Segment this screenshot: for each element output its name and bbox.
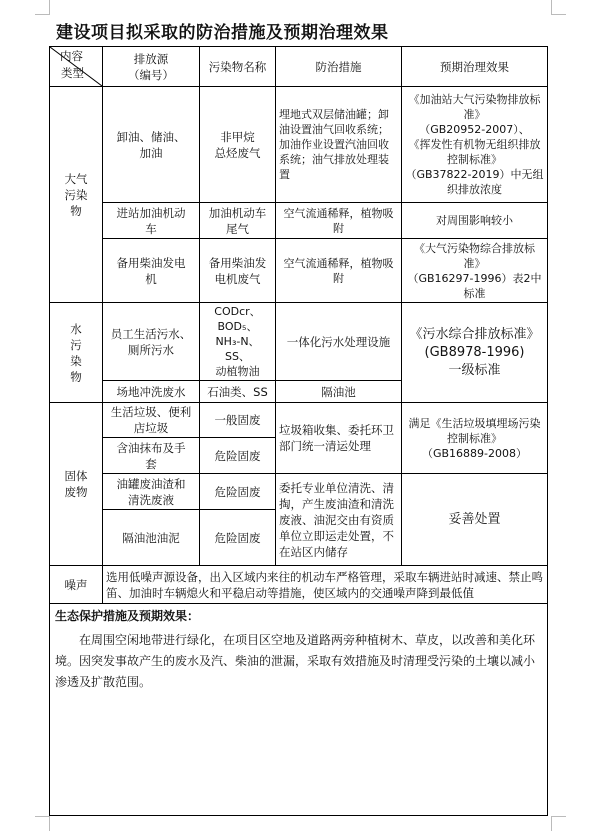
pollutant-cell: 危险固废 xyxy=(200,438,276,474)
source-cell: 生活垃圾、便利 店垃圾 xyxy=(103,403,200,438)
eco-cell xyxy=(50,604,548,816)
source-cell: 进站加油机动 车 xyxy=(103,203,200,239)
page-corner-mark xyxy=(35,816,50,831)
pollutant-cell: 石油类、SS xyxy=(200,381,276,403)
measures-cell: 一体化污水处理设施 xyxy=(276,303,402,381)
table-row xyxy=(50,87,548,203)
pollutant-cell: 非甲烷 总烃废气 xyxy=(200,87,276,203)
table-row xyxy=(50,566,548,604)
page-corner-mark xyxy=(551,816,566,831)
source-cell: 卸油、储油、 加油 xyxy=(103,87,200,203)
table-row xyxy=(50,303,548,381)
source-cell: 场地冲洗废水 xyxy=(103,381,200,403)
table-row xyxy=(50,203,548,239)
source-cell: 含油抹布及手 套 xyxy=(103,438,200,474)
page-corner-mark xyxy=(551,0,566,15)
table-row xyxy=(50,239,548,303)
noise-measures-cell: 选用低噪声源设备，出入区域内来往的机动车严格管理，采取车辆进站时减速、禁止鸣笛、加油时车辆熄火和平稳启动等措施，使区域内的交通噪声降到最低值 xyxy=(103,566,548,604)
pollutant-cell: 危险固废 xyxy=(200,474,276,510)
table-row xyxy=(50,403,548,438)
source-cell: 员工生活污水、 厕所污水 xyxy=(103,303,200,381)
header-pollutant: 污染物名称 xyxy=(200,47,276,87)
header-effect: 预期治理效果 xyxy=(402,47,548,87)
measures-cell: 埋地式双层储油罐；卸油设置油气回收系统；加油作业设置汽油回收系统；油气排放处理装置 xyxy=(276,87,402,203)
eco-title: 生态保护措施及预期效果： xyxy=(55,609,200,623)
effect-cell: 满足《生活垃圾填埋场污染控制标准》 （GB16889-2008） xyxy=(402,403,548,474)
measures-cell: 垃圾箱收集、委托环卫部门统一清运处理 xyxy=(276,403,402,474)
effect-cell: 《大气污染物综合排放标准》 （GB16297-1996）表2中标准 xyxy=(402,239,548,303)
header-row xyxy=(50,47,548,87)
effect-cell: 《污水综合排放标准》(GB8978-1996) 一级标准 xyxy=(402,303,548,403)
table-row xyxy=(50,474,548,510)
effect-cell: 妥善处置 xyxy=(402,474,548,566)
document-title: 建设项目拟采取的防治措施及预期治理效果 xyxy=(56,23,389,43)
pollutant-cell: 加油机动车 尾气 xyxy=(200,203,276,239)
source-cell: 隔油池油泥 xyxy=(103,510,200,566)
eco-text: 在周围空闲地带进行绿化，在项目区空地及道路两旁种植树木、草皮，以改善和美化环境。因突发事故产生的废水及汽、柴油的泄漏，采取有效措施及时清理受污染的土壤以减小渗透及扩散范围。 xyxy=(55,633,536,689)
eco-row xyxy=(50,604,548,816)
pollutant-cell: 危险固废 xyxy=(200,510,276,566)
measures-cell: 空气流通稀释，植物吸附 xyxy=(276,203,402,239)
category-air: 大气 污染 物 xyxy=(50,87,103,303)
header-content-label: 内容 xyxy=(60,49,83,63)
pollutant-cell: 一般固废 xyxy=(200,403,276,438)
measures-cell: 隔油池 xyxy=(276,381,402,403)
measures-cell: 委托专业单位清洗、清掏，产生废油渣和清洗废液、油泥交由有资质单位立即运走处置，不在站区内储存 xyxy=(276,474,402,566)
effect-cell: 对周围影响较小 xyxy=(402,203,548,239)
page-corner-mark xyxy=(35,0,50,15)
header-measures: 防治措施 xyxy=(276,47,402,87)
header-source: 排放源 （编号） xyxy=(103,47,200,87)
header-type-label: 类型 xyxy=(61,66,84,80)
category-water: 水 污 染 物 xyxy=(50,303,103,403)
effect-cell: 《加油站大气污染物排放标准》 （GB20952-2007）、 《挥发性有机物无组织排放控制标准》 （GB37822-2019）中无组织排放浓度 xyxy=(402,87,548,203)
source-cell: 油罐废油渣和 清洗废液 xyxy=(103,474,200,510)
source-cell: 备用柴油发电 机 xyxy=(103,239,200,303)
diagonal-header-cell xyxy=(50,47,103,87)
category-solid: 固体 废物 xyxy=(50,403,103,566)
category-noise: 噪声 xyxy=(50,566,103,604)
measures-table xyxy=(49,46,548,816)
pollutant-cell: CODcr、 BOD₅、 NH₃-N、SS、 动植物油 xyxy=(200,303,276,381)
measures-cell: 空气流通稀释，植物吸附 xyxy=(276,239,402,303)
pollutant-cell: 备用柴油发 电机废气 xyxy=(200,239,276,303)
